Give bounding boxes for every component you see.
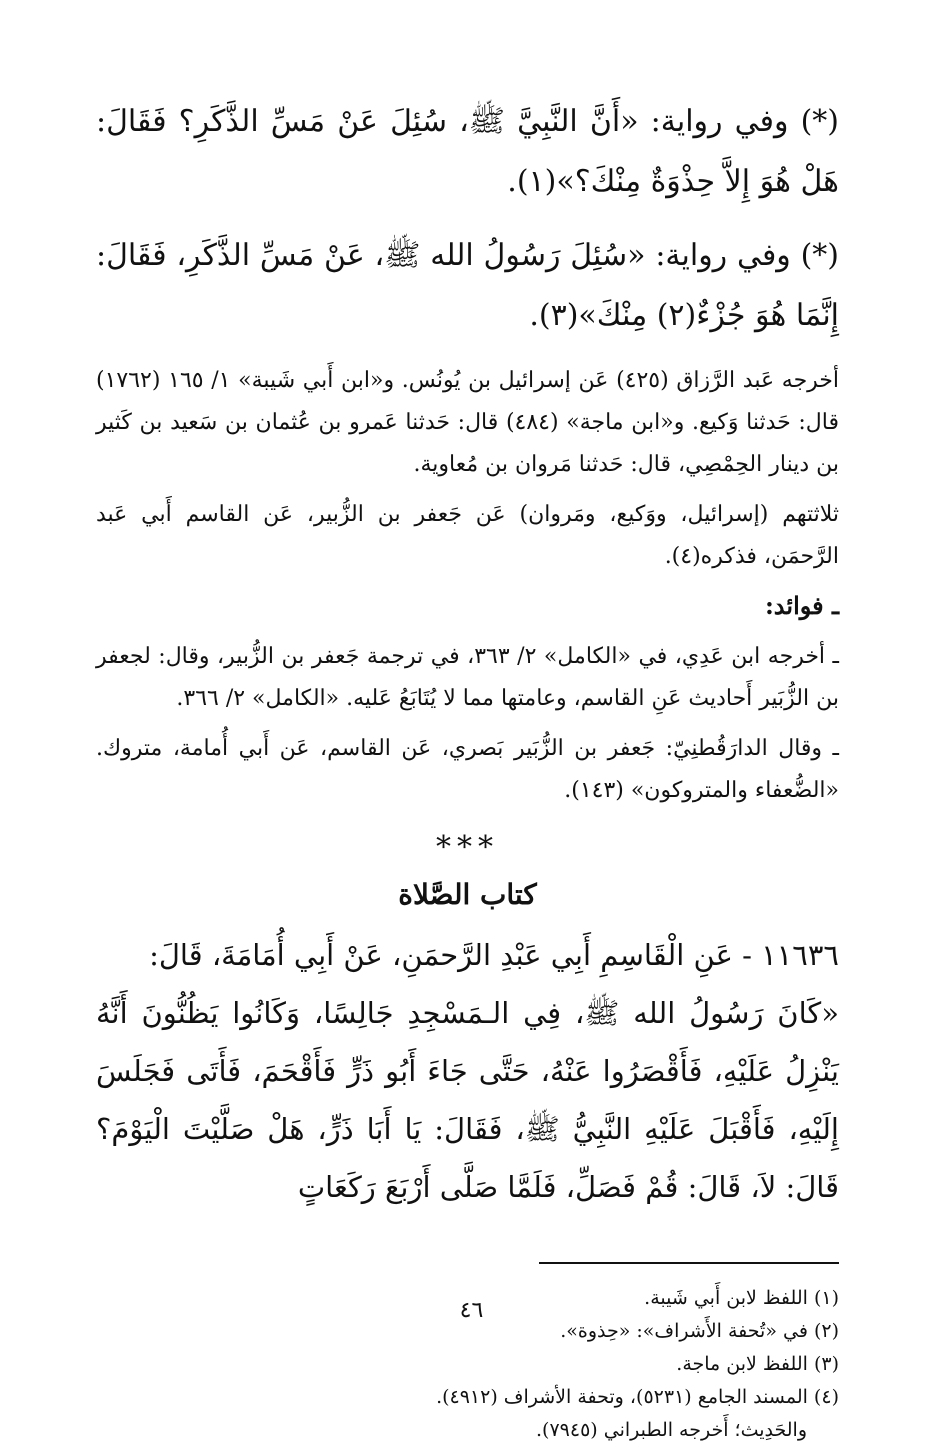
page-number: ٤٦ <box>459 1298 484 1323</box>
footnote-4-continuation: والحَدِيث؛ أَخرجه الطبراني (٧٩٤٥). <box>536 1419 807 1441</box>
section-separator: *** <box>436 830 499 865</box>
takhrij-paragraph-1: أخرجه عَبد الرَّزاق (٤٢٥) عَن إسرائيل بن يُونُس. و«ابن أَبي شَيبة» ١/ ١٦٥ (١٧٦٢) قال: حَدثنا وَكيع. و«ابن ماجة» (٤٨٤) قال: حَدثنا عَمرو بن عُثمان بن سَعيد بن كَثير بن دينار الحِمْصِي، قال: حَدثنا مَروان بن مُعاوية. <box>96 368 840 477</box>
fawaid-item-2: ـ وقال الدارَقُطنِيّ: جَعفر بن الزُّبَير بَصري، عَن القاسم، عَن أَبي أُمامة، متروك. «الضُّعفاء والمتروكون» (١٤٣). <box>96 736 839 803</box>
footnote-4: (٤) المسند الجامع (٥٢٣١)، وتحفة الأشراف (٤٩١٢). <box>436 1386 839 1408</box>
chapter-title: كتاب الصَّلاة <box>398 878 537 911</box>
footnote-1: (١) اللفظ لابن أَبي شَيبة. <box>644 1287 839 1309</box>
footnote-3: (٣) اللفظ لابن ماجة. <box>676 1353 839 1375</box>
main-hadith-header: ١١٦٣٦ - عَنِ الْقَاسِمِ أَبِي عَبْدِ الرَّحمَنِ، عَنْ أَبِي أُمَامَةَ، قَالَ: <box>149 938 839 972</box>
fawaid-item-1: ـ أخرجه ابن عَدِي، في «الكامل» ٢/ ٣٦٣، في ترجمة جَعفر بن الزُّبير، وقال: لجعفر بن الزُّبَير أَحاديث عَنِ القاسم، وعامتها مما لا يُتَابَعُ عَليه. «الكامل» ٢/ ٣٦٦. <box>96 644 839 711</box>
footnote-rule <box>539 1262 839 1264</box>
takhrij-paragraph-2: ثلاثتهم (إسرائيل، ووَكيع، ومَروان) عَن جَعفر بن الزُّبير، عَن القاسم أَبي عَبد الرَّحمَن، فذكره(٤). <box>96 502 839 569</box>
fawaid-heading: ـ فوائد: <box>764 591 839 620</box>
hadith-variant-2: (*) وفي رواية: «سُئِلَ رَسُولُ الله ﷺ، عَنْ مَسِّ الذَّكَرِ، فَقَالَ: إِنَّمَا هُوَ جُزْءٌ(٢) مِنْكَ»(٣). <box>96 238 839 333</box>
footnote-2: (٢) في «تُحفة الأَشراف»: «حِذوة». <box>560 1320 839 1342</box>
main-hadith-text: «كَانَ رَسُولُ الله ﷺ، فِي الـمَسْجِدِ جَالِسًا، وَكَانُوا يَظُنُّونَ أَنَّهُ يَنْزِلُ عَلَيْهِ، فَأَقْصَرُوا عَنْهُ، حَتَّى جَاءَ أَبُو ذَرٍّ فَأَقْحَمَ، فَأَتَى فَجَلَسَ إِلَيْهِ، فَأَقْبَلَ عَلَيْهِ النَّبِيُّ ﷺ، فَقَالَ: يَا أَبَا ذَرٍّ، هَلْ صَلَّيْتَ الْيَوْمَ؟ قَالَ: لاَ، قَالَ: قُمْ فَصَلِّ، فَلَمَّا صَلَّى أَرْبَعَ رَكَعَاتٍ <box>96 996 839 1204</box>
hadith-variant-1: (*) وفي رواية: «أَنَّ النَّبِيَّ ﷺ، سُئِلَ عَنْ مَسِّ الذَّكَرِ؟ فَقَالَ: هَلْ هُوَ إِلاَّ حِذْوَةٌ مِنْكَ؟»(١). <box>96 104 839 199</box>
